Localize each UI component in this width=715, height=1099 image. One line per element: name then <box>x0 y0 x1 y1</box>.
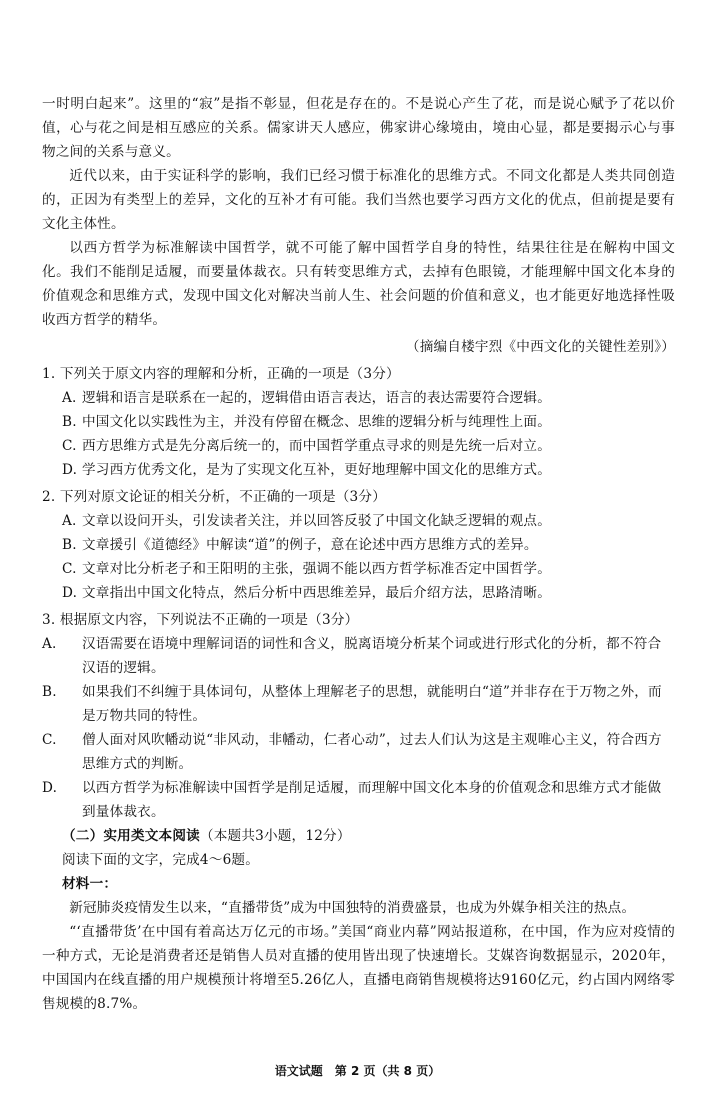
option-c: C. 西方思维方式是先分离后统一的，而中国哲学重点寻求的则是先统一后对立。 <box>62 438 551 454</box>
option-a: A. 汉语需要在语境中理解词语的词性和含义，脱离语境分析某个词或进行形式化的分析，都不符合汉语的逻辑。 <box>42 636 662 676</box>
option-a: A. 逻辑和语言是联系在一起的，逻辑借由语言表达，语言的表达需要符合逻辑。 <box>62 390 551 406</box>
option-d: D. 学习西方优秀文化，是为了实现文化互补，更好地理解中国文化的思维方式。 <box>62 462 551 478</box>
section-heading: （二）实用类文本阅读（本题共3小题，12分） <box>62 828 351 844</box>
passage-paragraph-2: 近代以来，由于实证科学的影响，我们已经习惯于标准化的思维方式。不同文化都是人类共同创造的，正因为有类型上的差异，文化的互补才有可能。我们当然也要学习西方文化的优点，但前提是要有文化主体性。 <box>42 168 675 232</box>
option-a: A. 文章以设问开头，引发读者关注，并以回答反驳了中国文化缺乏逻辑的观点。 <box>62 513 551 529</box>
option-b: B. 如果我们不纠缠于具体词句，从整体上理解老子的思想，就能明白“道”并非存在于万物之外，而是万物共同的特性。 <box>42 684 662 724</box>
question-stem: 2. 下列对原文论证的相关分析，不正确的一项是（3分） <box>42 489 386 505</box>
question-1 <box>42 362 675 482</box>
passage-paragraph-1: 一时明白起来”。这里的“寂”是指不彰显，但花是存在的。不是说心产生了花，而是说心赋予了花以价值，心与花之间是相互感应的关系。儒家讲天人感应，佛家讲心缘境由，境由心显，都是要揭示心与事物之间的关系与意义。 <box>42 96 675 160</box>
material-paragraph-2: “‘直播带货’在中国有着高达万亿元的市场。”美国“商业内幕”网站报道称，在中国，作为应对疫情的一种方式，无论是消费者还是销售人员对直播的使用皆出现了快速增长。艾媒咨询数据显示，2020年，中国国内在线直播的用户规模预计将增至5.26亿人，直播电商销售规模将达9160亿元，约占国内网络零售规模的8.7%。 <box>42 924 675 1012</box>
question-2 <box>42 485 675 605</box>
question-stem: 3. 根据原文内容，下列说法不正确的一项是（3分） <box>42 612 359 628</box>
question-3 <box>42 608 675 824</box>
option-b: B. 中国文化以实践性为主，并没有停留在概念、思维的逻辑分析与纯理性上面。 <box>62 414 551 430</box>
option-b: B. 文章援引《道德经》中解读“道”的例子，意在论述中西方思维方式的差异。 <box>62 537 538 553</box>
passage-source: （摘编自楼宇烈《中西文化的关键性差别》） <box>405 339 675 355</box>
question-stem: 1. 下列关于原文内容的理解和分析，正确的一项是（3分） <box>42 366 400 382</box>
option-d: D. 文章指出中国文化特点，然后分析中西思维差异，最后介绍方法，思路清晰。 <box>62 585 551 601</box>
passage-paragraph-3: 以西方哲学为标准解读中国哲学，就不可能了解中国哲学自身的特性，结果往往是在解构中国文化。我们不能削足适履，而要量体裁衣。只有转变思维方式，去掉有色眼镜，才能理解中国文化本身的价值观念和思维方式，发现中国文化对解决当前人生、社会问题的价值和意义，也才能更好地选择性吸收西方哲学的精华。 <box>42 240 675 328</box>
option-c: C. 文章对比分析老子和王阳明的主张，强调不能以西方哲学标准否定中国哲学。 <box>62 561 551 577</box>
page-footer: 语文试题 第 2 页（共 8 页） <box>274 1064 441 1078</box>
material-paragraph-1: 新冠肺炎疫情发生以来，“直播带货”成为中国独特的消费盛景，也成为外媒争相关注的热点。 <box>69 900 636 916</box>
section-instruction: 阅读下面的文字，完成4～6题。 <box>62 852 260 868</box>
option-c: C. 僧人面对风吹幡动说“非风动，非幡动，仁者心动”，过去人们认为这是主观唯心主义，符合西方思维方式的判断。 <box>42 732 662 772</box>
material-label: 材料一： <box>62 876 118 892</box>
option-d: D. 以西方哲学为标准解读中国哲学是削足适履，而理解中国文化本身的价值观念和思维方式才能做到量体裁衣。 <box>42 780 662 820</box>
